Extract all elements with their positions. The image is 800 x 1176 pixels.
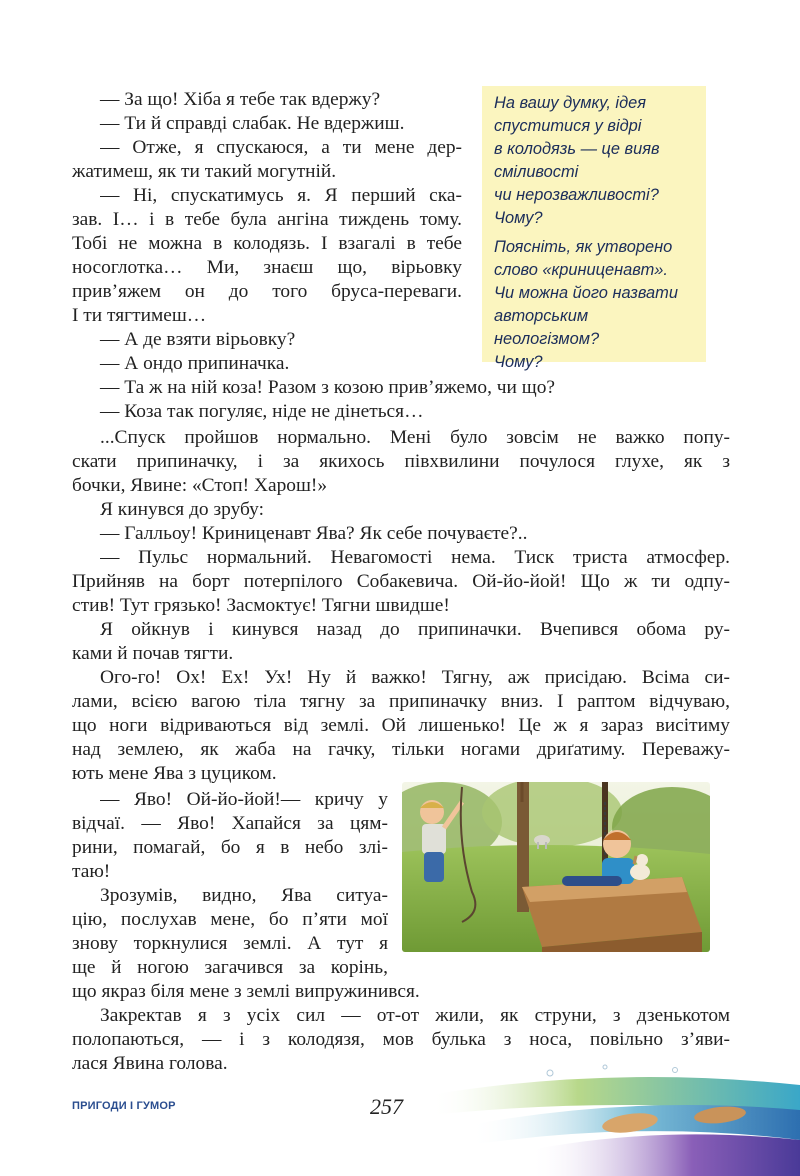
question-2 xyxy=(494,236,696,374)
text-line: Прийняв на борт потерпілого Собакевича. Ой-йо-йой! Що ж ти одпу- xyxy=(72,571,730,592)
question-1-line: На вашу думку, ідея xyxy=(494,94,646,112)
text-line: — Та ж на ній коза! Разом з козою прив’яжемо, чи що? xyxy=(100,377,556,398)
text-line: Зрозумів, видно, Ява ситуа- xyxy=(100,885,388,906)
text-line: рини, помагай, бо я в небо злі- xyxy=(72,837,388,858)
question-2-line: авторським xyxy=(494,307,589,325)
text-line: ...Спуск пройшов нормально. Мені було зовсім не важко попу- xyxy=(100,427,730,448)
text-line: — А де взяти вірьовку? xyxy=(100,329,296,350)
question-2-line: неологізмом? xyxy=(494,330,600,348)
question-1 xyxy=(494,92,696,230)
text-line: І ти тягтимеш… xyxy=(72,305,207,326)
decorative-swirl-graphic xyxy=(430,1055,800,1176)
text-line: — А ондо припиначка. xyxy=(100,353,290,374)
text-line: носоглотка… Ми, знаєш що, вірьовку xyxy=(72,257,462,278)
text-line: цію, послухав мене, бо п’яти мої xyxy=(72,909,388,930)
text-line: Тобі не можна в колодязь. І взагалі в тебе xyxy=(72,233,462,254)
well-illustration xyxy=(402,782,710,952)
text-line: — За що! Хіба я тебе так вдержу? xyxy=(100,89,381,110)
text-line: — Коза так погуляє, ніде не дінеться… xyxy=(100,401,424,422)
text-line: — Ні, спускатимусь я. Я перший ска- xyxy=(100,185,462,206)
question-1-line: чи нерозважливості? xyxy=(494,186,659,204)
text-line: бочки, Явине: «Стоп! Харош!» xyxy=(72,475,328,496)
text-line: — Галльоу! Криниценавт Ява? Як себе почуваєте?.. xyxy=(100,523,528,544)
text-line: — Отже, я спускаюся, а ти мене дер- xyxy=(100,137,462,158)
text-line: відчаї. — Яво! Хапайся за цям- xyxy=(72,813,388,834)
text-line: зав. І… і в тебе була ангіна тиждень тому. xyxy=(72,209,462,230)
text-line: скати припиначку, і за якихось півхвилини почулося глухе, як з xyxy=(72,451,730,472)
page-number: 257 xyxy=(370,1094,403,1119)
text-line: лася Явина голова. xyxy=(72,1053,228,1074)
text-line: — Яво! Ой-йо-йой!— кричу у xyxy=(100,789,388,810)
text-line: ками й почав тягти. xyxy=(72,643,234,664)
question-1-line: Чому? xyxy=(494,209,543,227)
question-2-line: Чому? xyxy=(494,353,543,371)
question-sidebar xyxy=(482,86,706,371)
text-line: ють мене Ява з цуциком. xyxy=(72,763,277,784)
text-line: знову торкнулися землі. А тут я xyxy=(72,933,388,954)
text-line: таю! xyxy=(72,861,111,882)
question-1-line: спуститися у відрі xyxy=(494,117,642,135)
question-2-line: слово «криниценавт». xyxy=(494,261,668,279)
text-line: прив’яжем он до того бруса-переваги. xyxy=(72,281,462,302)
text-line: полопаються, — і з колодязя, мов булька з носа, повільно з’яви- xyxy=(72,1029,730,1050)
question-1-line: сміливості xyxy=(494,163,579,181)
question-2-line: Поясніть, як утворено xyxy=(494,238,673,256)
text-line: Закректав я з усіх сил — от-от жили, як струни, з дзенькотом xyxy=(100,1005,730,1026)
text-line: Я ойкнув і кинувся назад до припиначки. Вчепився обома ру- xyxy=(100,619,730,640)
text-line: що якраз біля мене з землі випружинився. xyxy=(72,981,420,1002)
text-line: Ого-го! Ох! Ех! Ух! Ну й важко! Тягну, аж присідаю. Всіма си- xyxy=(100,667,730,688)
text-line: лами, всією вагою тіла тягну за припиначку вниз. І раптом відчуваю, xyxy=(72,691,730,712)
section-label: ПРИГОДИ І ГУМОР xyxy=(72,1100,176,1112)
text-line: стив! Тут грязько! Засмоктує! Тягни швидше! xyxy=(72,595,450,616)
text-line: — Ти й справді слабак. Не вдержиш. xyxy=(100,113,405,134)
text-line: над землею, як жаба на гачку, тільки ногами дриґатиму. Переважу- xyxy=(72,739,730,760)
text-line: Я кинувся до зрубу: xyxy=(100,499,264,520)
text-line: — Пульс нормальний. Невагомості нема. Тиск триста атмосфер. xyxy=(100,547,730,568)
text-line: ще й ногою загачився за корінь, xyxy=(72,957,388,978)
question-2-line: Чи можна його назвати xyxy=(494,284,678,302)
question-1-line: в колодязь — це вияв xyxy=(494,140,660,158)
text-line: жатимеш, як ти такий могутній. xyxy=(72,161,337,182)
text-line: що ноги відриваються від землі. Ой лишенько! Це ж я зараз висітиму xyxy=(72,715,730,736)
